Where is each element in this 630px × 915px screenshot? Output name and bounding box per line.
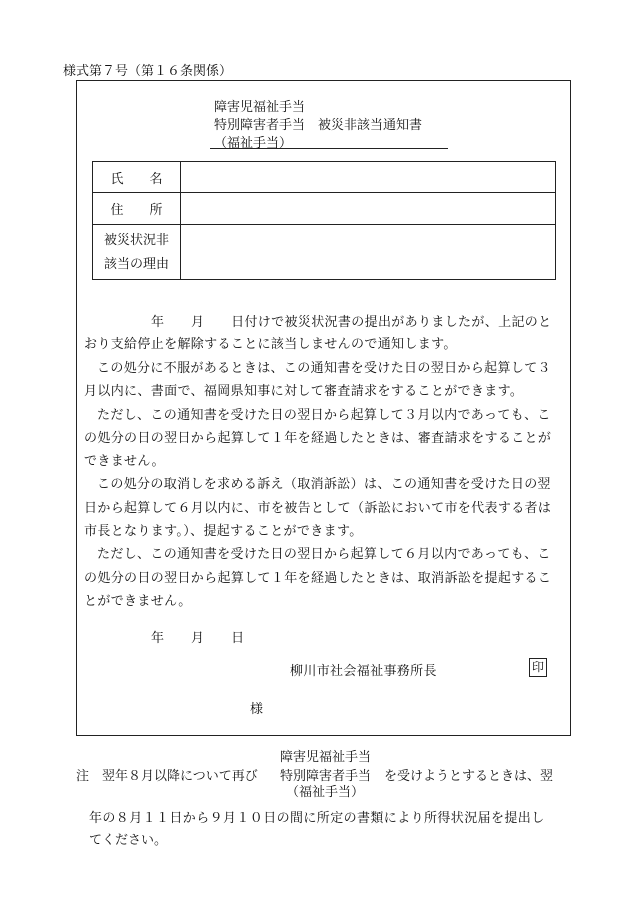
note-allowance-mid: 特別障害者手当 [280,769,372,784]
reason-label-line1: 被災状況非 [103,233,169,248]
body-p1-line2: おり支給停止を解除することに該当しませんので通知します。 [84,337,457,352]
body-p5-line3: とができません。 [84,594,192,609]
body-p3-line1: ただし、この通知書を受けた日の翌日から起算して３月以内であっても、こ [97,408,551,423]
title-allowance-1: 障害児福祉手当 [214,100,306,115]
body-p2-line1: この処分に不服があるときは、この通知書を受けた日の翌日から起算して３ [97,361,551,376]
title-allowance-3: （福祉手当） [214,136,293,151]
note-suffix: を受けようとするときは、翌 [384,769,554,784]
recipient-suffix: 様 [250,702,264,717]
issuer-name: 柳川市社会福祉事務所長 [290,664,437,679]
table-row [93,193,556,225]
note-allowance-top: 障害児福祉手当 [280,750,372,765]
name-field[interactable] [181,162,556,193]
name-label: 氏 名 [93,162,181,193]
form-number: 様式第７号（第１６条関係） [63,64,233,79]
issue-date: 年 月 日 [151,631,245,646]
note-prefix: 注 翌年８月以降について再び [76,769,258,784]
body-p2-line2: 月以内に、書面で、福岡県知事に対して審査請求をすることができます。 [84,384,524,399]
address-label: 住 所 [93,193,181,225]
reason-field[interactable] [181,225,556,280]
title-underline [210,148,448,149]
body-p4-line3: 市長となります。）、提起することができます。 [84,524,363,539]
address-field[interactable] [181,193,556,225]
reason-label-text [104,227,169,277]
body-p4-line2: 日から起算して６月以内に、市を被告として（訴訟において市を代表する者は [84,501,552,516]
table-row [93,225,556,280]
table-row [93,162,556,193]
body-p3-line3: できません。 [84,454,165,469]
body-p1-line1: 年 月 日付けで被災状況書の提出がありましたが、上記のと [151,315,552,330]
note-line3: てください。 [89,833,168,848]
body-p4-line1: この処分の取消しを求める訴え（取消訴訟）は、この通知書を受けた日の翌 [97,477,551,492]
reason-label-line2: 該当の理由 [103,257,169,272]
note-line2: 年の８月１１日から９月１０日の間に所定の書類により所得状況届を提出し [89,811,545,826]
body-p3-line2: の処分の日の翌日から起算して１年を経過したときは、審査請求をすることが [84,431,552,446]
seal-stamp: 印 [529,658,547,677]
title-allowance-2: 特別障害者手当 被災非該当通知書 [214,118,423,133]
body-p5-line2: の処分の日の翌日から起算して１年を経過したときは、取消訴訟を提起するこ [84,571,552,586]
info-table [92,161,556,280]
reason-label [93,225,181,280]
note-allowance-bottom: （福祉手当） [286,785,365,800]
body-p5-line1: ただし、この通知書を受けた日の翌日から起算して６月以内であっても、こ [97,547,551,562]
